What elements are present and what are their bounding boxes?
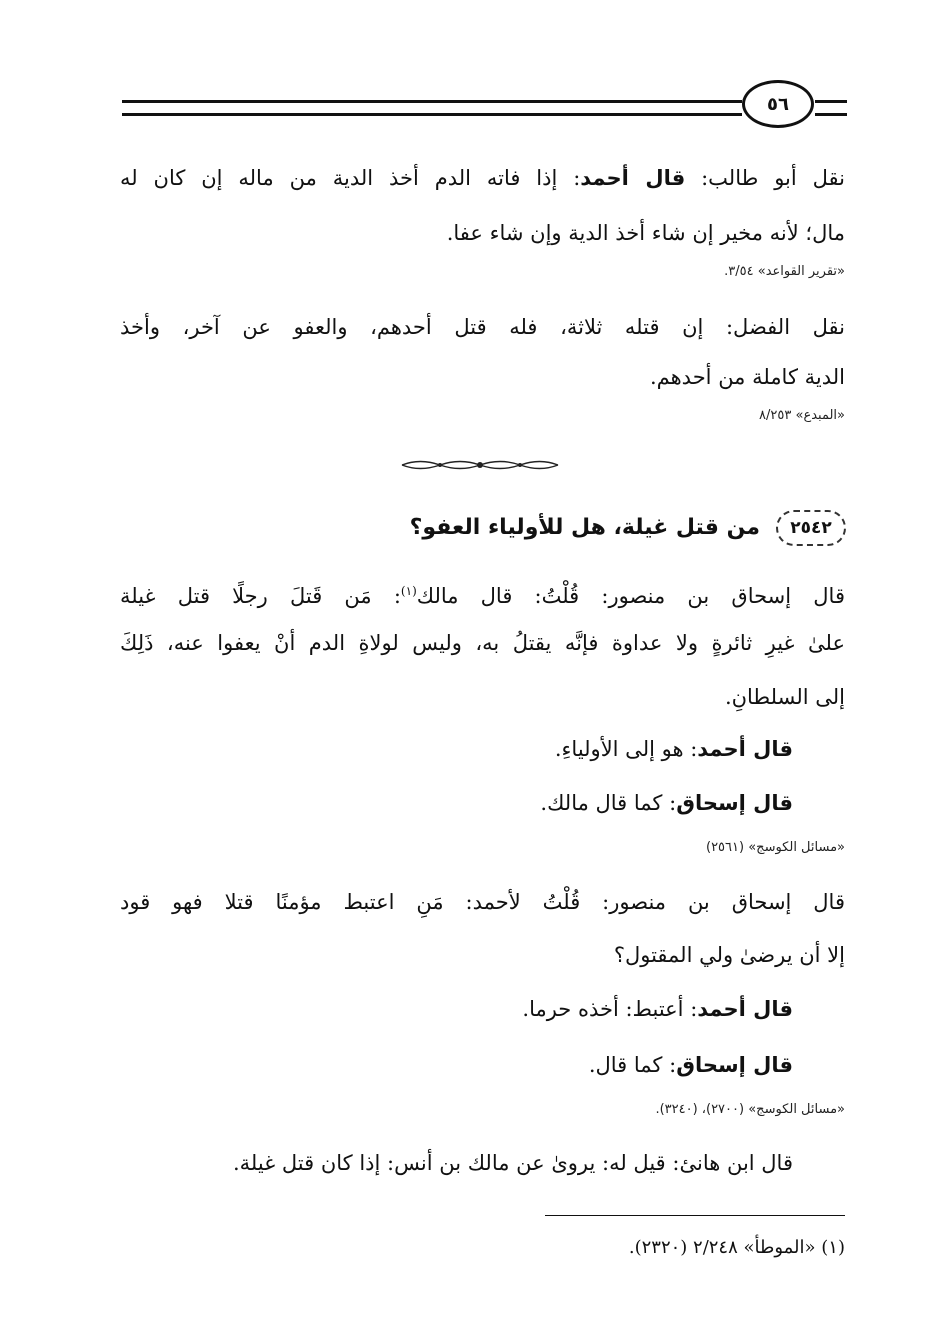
- source-reference: «مسائل الكوسج» (٢٧٠٠)، (٣٢٤٠).: [655, 1102, 845, 1117]
- text-segment: قال إسحاق بن منصور: قُلْتُ: قال مالك: [416, 584, 845, 608]
- source-reference: «مسائل الكوسج» (٢٥٦١): [706, 840, 845, 855]
- page-number: ٥٦: [742, 80, 814, 128]
- answer-text: : كما قال.: [588, 1053, 677, 1077]
- paragraph-line: علىٰ غيرِ ثائرةٍ ولا عداوة فإنَّه يقتلُ به، وليس لولاةِ الدم أنْ يعفوا عنه، ذَلِكَ: [120, 631, 845, 655]
- answer-line: [120, 1050, 793, 1080]
- answer-line: [120, 734, 793, 764]
- answer-line: [120, 788, 793, 818]
- footnote-number: (١): [821, 1237, 845, 1258]
- header-rule: [122, 100, 742, 116]
- question-number-badge: ٢٥٤٢: [776, 510, 846, 546]
- paragraph-line: قال ابن هانئ: قيل له: يروىٰ عن مالك بن أنس: إذا كان قتل غيلة.: [233, 1151, 793, 1175]
- footnote-text: «الموطأ» ٢/٢٤٨ (٢٣٢٠).: [628, 1237, 816, 1258]
- text-segment: : مَن قَتلَ رجلًا قتل غيلة: [120, 584, 401, 608]
- header-rule-right: [815, 100, 847, 116]
- source-reference: «المبدع» ٨/٢٥٣: [759, 408, 845, 423]
- paragraph-line: قال إسحاق بن منصور: قُلْتُ لأحمد: مَنِ اعتبط مؤمنًا قتلا فهو قود: [120, 890, 845, 914]
- text-segment: نقل أبو طالب:: [685, 166, 845, 190]
- answer-text: : هو إلى الأولياءِ.: [554, 737, 698, 761]
- speaker-label: قال إسحاق: [676, 1053, 793, 1077]
- footnote-rule: [545, 1215, 845, 1216]
- footnote: [300, 1234, 845, 1262]
- paragraph-line: نقل الفضل: إن قتله ثلاثة، فله قتل أحدهم، والعفو عن آخر، وأخذ: [120, 315, 845, 339]
- paragraph-line: الدية كاملة من أحدهم.: [649, 365, 845, 389]
- paragraph-line: إلى السلطانِ.: [724, 685, 845, 709]
- answer-line: [120, 994, 793, 1024]
- speaker-label: قال إسحاق: [676, 791, 793, 815]
- speaker-label: قال أحمد: [580, 166, 686, 190]
- answer-text: : كما قال مالك.: [540, 791, 677, 815]
- footnote-marker: (١): [400, 584, 417, 598]
- source-reference: «تقرير القواعد» ٣/٥٤.: [724, 264, 845, 279]
- paragraph-line: إلا أن يرضىٰ ولي المقتول؟: [613, 943, 845, 967]
- speaker-label: قال أحمد: [697, 737, 793, 761]
- answer-text: : أعتبط: أخذه حرما.: [522, 997, 698, 1021]
- paragraph-line: مال؛ لأنه مخير إن شاء أخذ الدية وإن شاء عفا.: [446, 221, 845, 245]
- question-title: من قتل غيلة، هل للأولياء العفو؟: [409, 515, 760, 540]
- speaker-label: قال أحمد: [697, 997, 793, 1021]
- paragraph-line: [120, 163, 845, 193]
- ornament-divider-icon: [400, 458, 560, 472]
- text-segment: : إذا فاته الدم أخذ الدية من ماله إن كان له: [120, 166, 581, 190]
- paragraph-line: [120, 576, 845, 611]
